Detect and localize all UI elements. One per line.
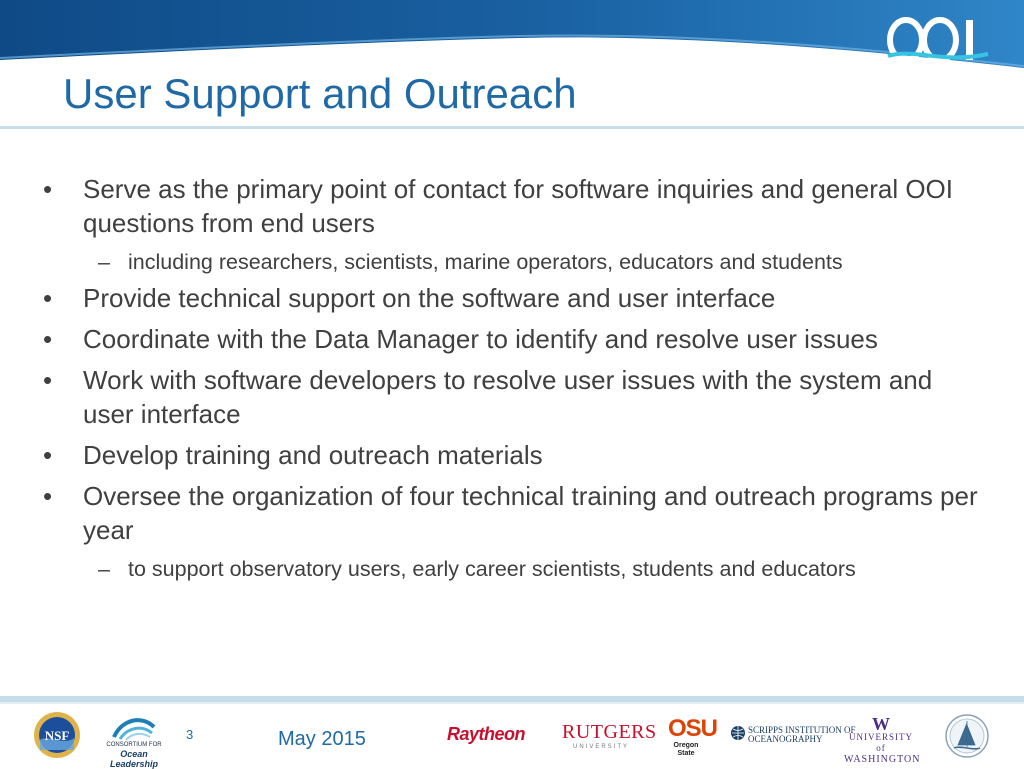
bullet-marker: • xyxy=(43,481,53,511)
bullet-text: Serve as the primary point of contact for software inquiries and general OOI questions from end users xyxy=(83,174,953,238)
ooi-logo xyxy=(884,12,994,72)
raytheon-logo: Raytheon xyxy=(447,724,526,744)
bullet-list xyxy=(0,172,1024,588)
bullet-item xyxy=(0,479,978,547)
bullet-text: Provide technical support on the software and user interface xyxy=(83,283,776,313)
scripps-line1: SCRIPPS INSTITUTION OF xyxy=(748,725,856,735)
bullet-marker: • xyxy=(43,283,53,313)
bullet-item xyxy=(0,363,978,431)
bullet-text: to support observatory users, early career scientists, students and educators xyxy=(128,557,856,581)
osu-subtext: Oregon State xyxy=(673,742,699,757)
osu-wordmark: OSU xyxy=(668,715,718,742)
scripps-line2: OCEANOGRAPHY xyxy=(748,734,823,744)
ocean-leadership-logo xyxy=(106,713,162,769)
uw-mark: W xyxy=(872,714,890,734)
bullet-text: Work with software developers to resolve user issues with the system and user interface xyxy=(83,365,933,429)
whoi-logo xyxy=(944,713,990,759)
footer-divider-light xyxy=(0,702,1024,704)
bullet-item xyxy=(0,322,978,356)
bullet-text: Develop training and outreach materials xyxy=(83,440,543,470)
bullet-marker: • xyxy=(43,365,53,395)
slide-title: User Support and Outreach xyxy=(63,70,577,117)
scripps-globe-icon xyxy=(730,725,746,741)
bullet-marker: • xyxy=(43,174,53,204)
bullet-item xyxy=(0,281,978,315)
bullet-item xyxy=(0,438,978,472)
bullet-text: Oversee the organization of four technical training and outreach programs per year xyxy=(83,481,978,545)
rutgers-wordmark: RUTGERS xyxy=(562,721,657,743)
bullet-text: Coordinate with the Data Manager to identify and resolve user issues xyxy=(83,324,878,354)
uw-logo xyxy=(844,714,921,766)
bullet-text: including researchers, scientists, marine operators, educators and students xyxy=(128,250,843,274)
rutgers-subtext: UNIVERSITY xyxy=(572,744,629,750)
sub-bullet-item xyxy=(0,247,988,277)
dash-marker: – xyxy=(98,557,110,581)
uw-line2: WASHINGTON xyxy=(844,754,921,765)
footer-date: May 2015 xyxy=(278,728,366,750)
osu-logo xyxy=(668,715,718,758)
bullet-item xyxy=(0,172,978,240)
title-divider xyxy=(0,126,1024,129)
svg-text:NSF: NSF xyxy=(44,728,70,743)
rutgers-logo xyxy=(562,721,657,750)
page-number: 3 xyxy=(186,727,194,742)
ocean-leadership-line1: CONSORTIUM FOR xyxy=(106,742,162,748)
nsf-logo xyxy=(32,710,82,760)
uw-line1: UNIVERSITY of xyxy=(849,732,913,753)
bullet-marker: • xyxy=(43,324,53,354)
sub-bullet-item xyxy=(0,554,988,584)
ocean-leadership-line2: Ocean Leadership xyxy=(109,749,158,769)
bullet-marker: • xyxy=(43,440,53,470)
dash-marker: – xyxy=(98,250,110,274)
